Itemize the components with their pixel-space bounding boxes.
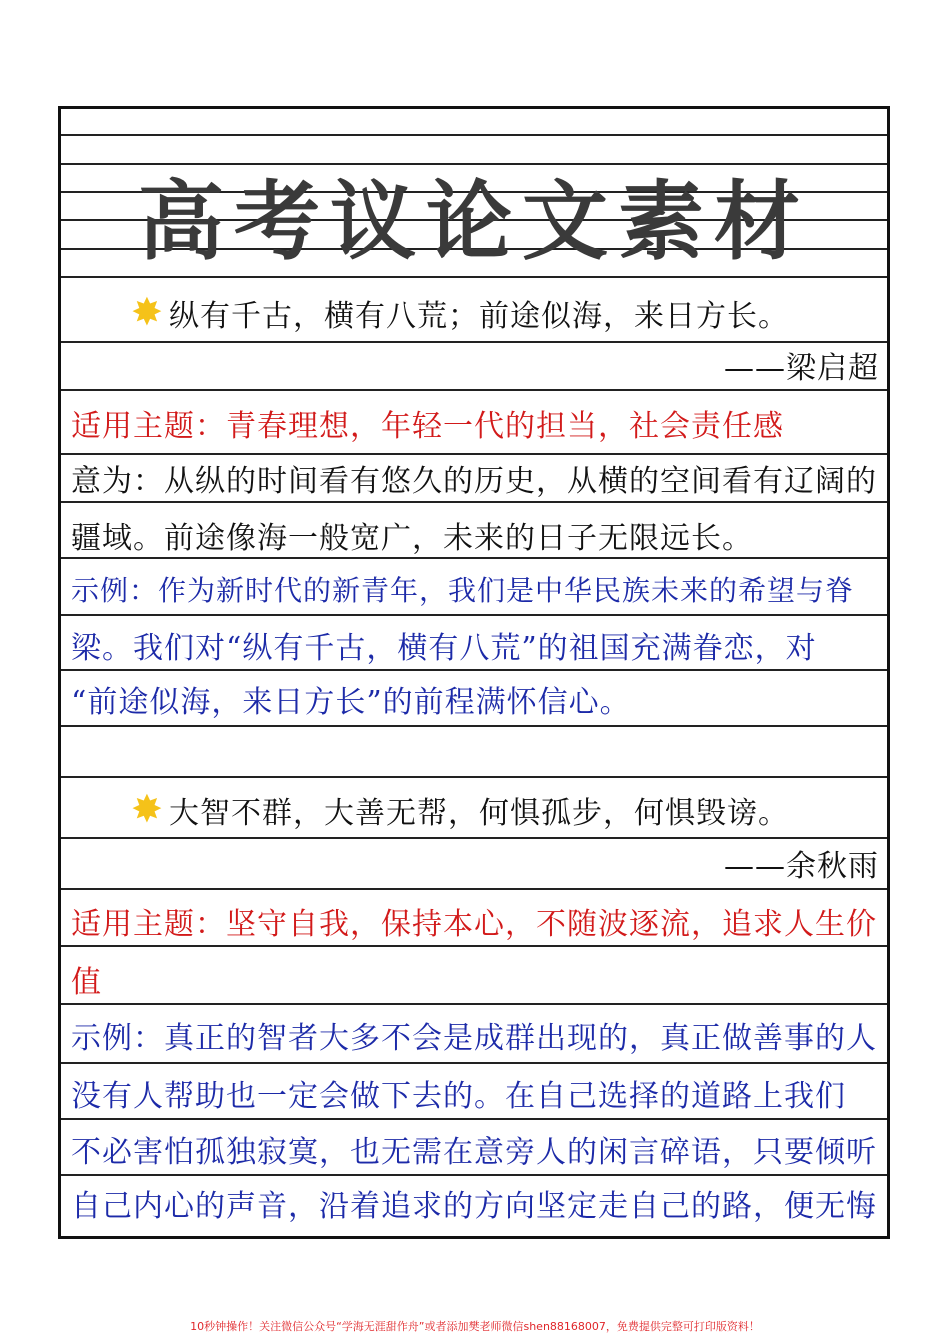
rule-line (61, 776, 887, 778)
star-icon (131, 296, 165, 330)
example-line: 梁。我们对“纵有千古，横有八荒”的祖国充满眷恋，对 (71, 631, 817, 666)
star-icon (131, 793, 165, 827)
quote-text-1: 纵有千古，横有八荒；前途似海，来日方长。 (169, 299, 789, 334)
quote-author-2: ——余秋雨 (724, 849, 879, 884)
example-line: 示例：作为新时代的新青年，我们是中华民族未来的希望与脊 (71, 574, 855, 607)
quote-text-2: 大智不群，大善无帮，何惧孤步，何惧毁谤。 (169, 796, 789, 831)
example-line: 不必害怕孤独寂寞，也无需在意旁人的闲言碎语，只要倾听 (71, 1135, 877, 1170)
footer-notice: 10秒钟操作！关注微信公众号“学海无涯甜作舟”或者添加樊老师微信shen88168007，免费提供完整可打印版资料！ (190, 1320, 760, 1333)
example-line: 示例：真正的智者大多不会是成群出现的，真正做善事的人 (71, 1021, 877, 1056)
theme-line-2-cont: 值 (71, 965, 102, 1000)
ruled-sheet (58, 106, 890, 1239)
page-title: 高考议论文素材 (138, 171, 810, 272)
meaning-line: 疆域。前途像海一般宽广，未来的日子无限远长。 (71, 521, 753, 556)
quote-line-1 (71, 285, 879, 341)
theme-line-1: 适用主题：青春理想，年轻一代的担当，社会责任感 (71, 409, 784, 444)
quote-line-2 (71, 782, 879, 838)
example-line: 自己内心的声音，沿着追求的方向坚定走自己的路，便无悔 (71, 1189, 877, 1224)
example-line: “前途似海，来日方长”的前程满怀信心。 (71, 685, 631, 720)
theme-line-2: 适用主题：坚守自我，保持本心，不随波逐流，追求人生价 (71, 907, 877, 942)
quote-author-1: ——梁启超 (724, 351, 879, 386)
example-line: 没有人帮助也一定会做下去的。在自己选择的道路上我们 (71, 1079, 846, 1114)
rule-line (61, 134, 887, 136)
meaning-line: 意为：从纵的时间看有悠久的历史，从横的空间看有辽阔的 (71, 464, 877, 499)
